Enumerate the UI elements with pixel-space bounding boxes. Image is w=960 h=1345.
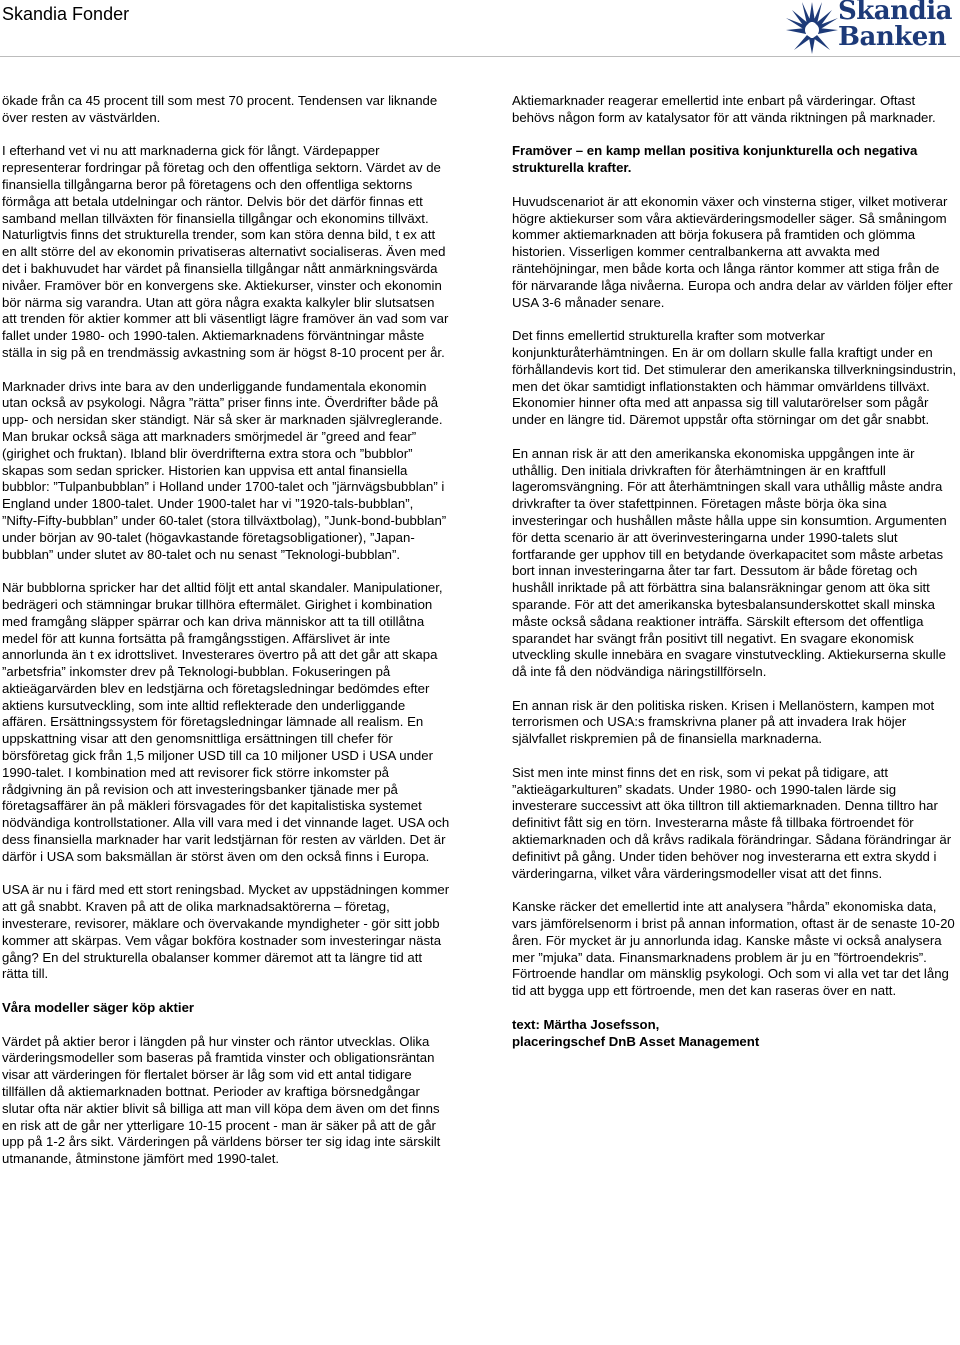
paragraph: Sist men inte minst finns det en risk, som vi pekat på tidigare, att ”aktieägarkulturen” skadats. Under 1980- och 1990-talen lärde sig investerare successivt att öka tilltron till aktiemarknaden. Denna tilltro har definitivt fått sig en törn. Investerarna måste få tillbaka förtroendet för aktiemarknaden och då kråvs radikala förändringar. Sådana förändringar är definitivt på gång. Under tiden behöver nog investerarna ett extra skydd i värderingarna, vilket våra värderingsmodeller visat att det finns. xyxy=(512,764,952,881)
paragraph: Kanske räcker det emellertid inte att analysera ”hårda” ekonomiska data, vars jämförelsenorm i brist på annan information, oftast är de senaste 10-20 åren. För mycket är ju annorlunda idag. Kanske måste vi också analysera mer ”mjuka” data. Finansmarknadens problem är ju en ”förtroendekris”. Förtroende handlar om mänsklig psykologi. Och som vi alla vet tar det lång tid att bygga upp ett förtroende, men det kan raseras över en natt. xyxy=(512,899,955,999)
paragraph: När bubblorna spricker har det alltid följt ett antal skandaler. Manipulationer, bedrägeri och stämningar brukar tillhöra eftermälet. Girighet i kombination med framgång släpper spärrar och kan driva människor att ta till otillåtna medel för att kunna fortsätta på framgångsstigen. Affärslivet är inte annorlunda än t ex idrottslivet. Investerares övertro på att det går att skapa ”arbetsfria” inkomster drev på Teknologi-bubblan. Fokuseringen på aktieägarvärden blev en ledstjärna och företagsledningar bedömdes efter aktiens kursutveckling, som inte alltid reflekterade den underliggande affären. Ersättningssystem för företagsledningar lämnade all realism. En uppskattning visar att den genomsnittliga ersättningen till chefer för börsföretag gick från 1,5 miljoner USD till ca 10 miljoner USD i USA under 1990-talet. I kombination med att revisorer fick större inkomster på rådgivning än på revision och att investeringsbanker tjänade mer på företagsaffärer än på mäkleri försvagades för det kapitalistiska systemet nödvändiga kontrollstationer. Alla vill vara med i det vinnande laget. USA och dess finansiella marknader har varit ledstjärnan för resten av världen. Det är därför i USA som baksmällan är störst även om den också finns i Europa. xyxy=(2,580,450,864)
logo-line-2: Banken xyxy=(838,22,947,52)
section-heading: Framöver – en kamp mellan positiva konjunkturella och negativa strukturella krafter. xyxy=(512,143,918,176)
author-signature xyxy=(512,1017,958,1051)
right-column xyxy=(512,93,958,1067)
paragraph: ökade från ca 45 procent till som mest 70 procent. Tendensen var liknande över resten av västvärlden. xyxy=(2,93,438,125)
header-title: Skandia Fonder xyxy=(2,4,130,24)
paragraph: Det finns emellertid strukturella krafter som motverkar konjunkturåterhämtningen. En är om dollarn skulle falla kraftigt under en förhållandevis kort tid. Det stimulerar den amerikanska tillverkningsindustrin, men det ökar samtidigt inflationstakten och hämmar omvärldens tillväxt. Ekonomier hinner ofta med att anpassa sig till valutarörelser som pågår under en längre tid. Däremot uppstår ofta störningar om det går snabbt. xyxy=(512,328,957,428)
paragraph: En annan risk är att den amerikanska ekonomiska uppgången inte är uthållig. Den initiala drivkraften för återhämtningen är en kraftfull lageromsvängning. För att återhämtningen skall vara uthållig måste andra drivkrafter ta över stafettpinnen. Företagen måste börja öka sina investeringar och hushållen måste hålla uppe sin konsumtion. Argumenten för detta scenario är att överinvesteringarna under 1990-talets slut fortfarande ger upphov till en betydande överkapacitet som måste arbetas bort innan investeringarna åter tar fart. Dessutom är både företag och hushåll inriktade på att förbättra sina balansräkningar genom att öka sitt sparande. För att det amerikanska bytesbalansunderskottet skall minska måste också sådana reaktioner inträffa. Särskilt eftersom det offentliga sparandet har svängt från positivt till negativt. En svagare ekonomisk utveckling skulle innebära en svagare vinstutveckling. Aktiekurserna skulle då inte få den nödvändiga näringstillförseln. xyxy=(512,445,947,680)
logo-line-1: Skandia xyxy=(838,0,952,26)
paragraph: Marknader drivs inte bara av den underliggande fundamentala ekonomin utan också av psykologi. Några ”rätta” priser finns inte. Överdrifter både på upp- och nersidan sker ständigt. När så sker är marknaden självreglerande. Man brukar också säga att marknaders smörjmedel är ”greed and fear” (girighet och fruktan). Ibland blir överdrifterna extra stora och ”bubblor” skapas som sedan spricker. Historien kan uppvisa ett antal finansiella bubblor: ”Tulpanbubblan” i Holland under 1700-talet och ”järnvägsbubblan” i England under 1800-talet. Under 1900-talet har vi ”1920-tals-bubblan”, ”Nifty-Fifty-bubblan” under 60-talet (stora tillväxtbolag), ”Junk-bond-bubblan” under början av 90-talet (högavkastande företagsobligationer), ”Japan-bubblan” under slutet av 80-talet och nu senast ”Teknologi-bubblan”. xyxy=(2,378,447,562)
paragraph: En annan risk är den politiska risken. Krisen i Mellanöstern, kampen mot terrorismen och USA:s framskrivna planer på att invadera Irak höjer självfallet riskpremien på de finansiella marknaderna. xyxy=(512,697,935,747)
skandia-sun-icon xyxy=(784,0,840,54)
signature-line-1: text: Märtha Josefsson, xyxy=(512,1016,660,1032)
page-header xyxy=(0,0,960,57)
paragraph: Huvudscenariot är att ekonomin växer och vinsterna stiger, vilket motiverar högre aktiekurser som våra aktievärderingsmodeller säger. Så småningom kommer aktiemarknaden att börja fokusera på framtiden och glömma historien. Visserligen kommer centralbankerna att avvakta med räntehöjningar, men både korta och långa räntor kommer att stiga från de för närvarande låga nivåerna. Europa och andra delar av världen följer efter USA 3-6 månader senare. xyxy=(512,193,953,310)
left-column xyxy=(2,93,450,1185)
logo-wordmark xyxy=(838,0,952,50)
paragraph: USA är nu i färd med ett stort reningsbad. Mycket av uppstädningen kommer att gå snabbt. Kraven på att de olika marknadsaktörerna – företag, investerare, revisorer, mäklare och övervakande myndigheter - gör sitt jobb kommer att skärpas. Vem vågar bokföra kostnader som investeringar nästa gång? En del strukturella obalanser kommer däremot att ta längre tid att rätta till. xyxy=(2,882,450,982)
paragraph: Aktiemarknader reagerar emellertid inte enbart på värderingar. Oftast behövs någon form av katalysator för att vända riktningen på marknader. xyxy=(512,93,936,125)
paragraph: Värdet på aktier beror i längden på hur vinster och räntor utvecklas. Olika värderingsmodeller som baseras på framtida vinster och obligationsräntan visar att värderingen för flertalet börser är låg som vid ett antal tidigare tillfällen då aktiemarknaden bottnat. Perioder av kraftiga börsnedgångar slutar ofta när aktier blivit så billiga att man vill köpa dem även om det finns en risk att de går ner ytterligare 10-15 procent - man är säker på att de går upp på 1-2 års sikt. Värderingen på världens börser ter sig idag inte särskilt utmanande, åtminstone jämfört med 1990-talet. xyxy=(2,1033,441,1167)
signature-line-2: placeringschef DnB Asset Management xyxy=(512,1033,760,1049)
paragraph: I efterhand vet vi nu att marknaderna gick för långt. Värdepapper representerar fordringar på företag och den offentliga sektorn. Värdet av de finansiella tillgångarna beror på företagens och den offentliga sektorns förmåga att betala utdelningar och räntor. Delvis bör det därför finnas ett samband mellan tillväxten för finansiella tillgångar och ekonomins tillväxt. Naturligtvis finns det strukturella trender, som kan störa denna bild, t ex att en allt större del av ekonomin privatiseras alternativt socialiseras. Även med det i bakhuvudet har värdet på finansiella tillgångar nått anmärkningsvärda nivåer. Framöver bör en konvergens ske. Aktiekurser, vinster och ekonomin bör närma sig varandra. Utan att göra några exakta kalkyler blir slutsatsen att trenden för aktier kommer att bli väsentligt lägre framöver än vad som var fallet under 1980- och 1990-talen. Aktiemarknadens förväntningar måste ställa in sig på en trendmässig avkastning som är högst 8-10 procent per år. xyxy=(2,143,449,360)
skandiabanken-logo xyxy=(784,0,956,54)
section-heading: Våra modeller säger köp aktier xyxy=(2,1000,195,1016)
